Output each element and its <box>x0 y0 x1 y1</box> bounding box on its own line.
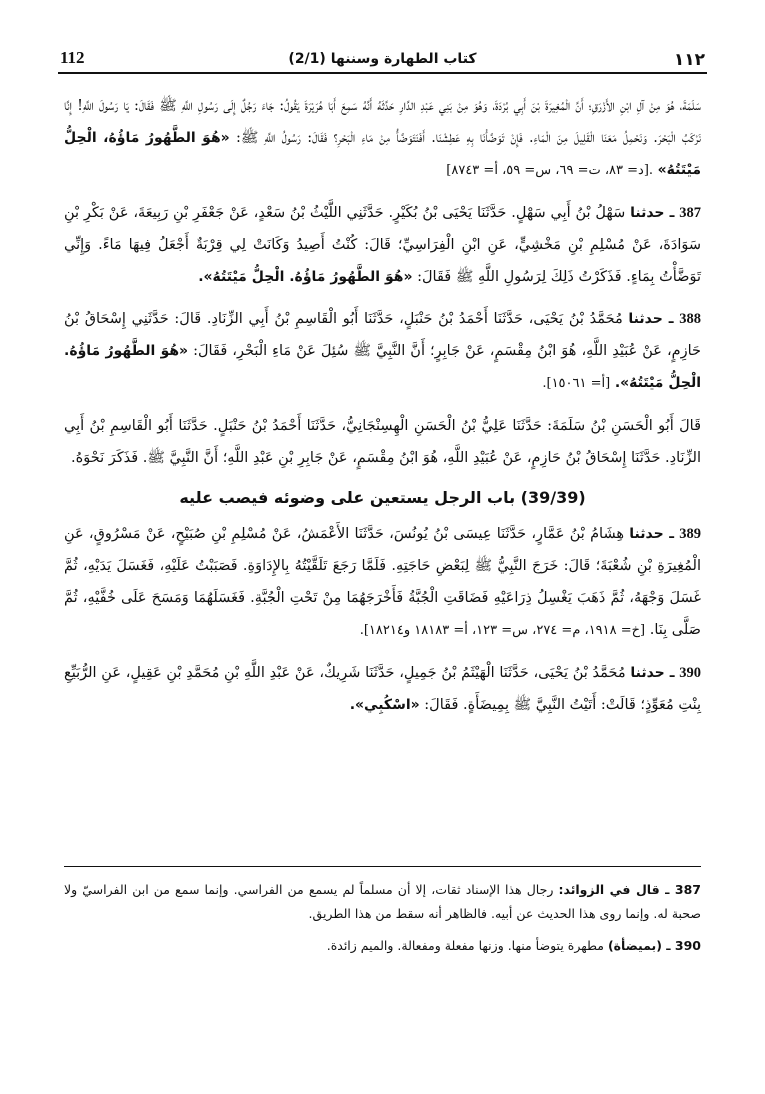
hadith-390 <box>64 657 701 721</box>
hadith-quote: «هُوَ الطَّهُورُ مَاؤُهُ، الْحِلُّ مَيْتَتُهُ» <box>64 130 701 178</box>
hadith-number: 388 <box>679 311 701 327</box>
hadith-389 <box>64 518 701 647</box>
hadith-number: 390 <box>679 665 701 681</box>
hadith-reference: [خ= ١٩١٨، م= ٢٧٤، س= ١٢٣، أ= ١٨١٨٣ و١٨٢١٤]. <box>359 623 646 638</box>
hadith-text: هِشَامُ بْنُ عَمَّارٍ، حَدَّثَنَا عِيسَى بْنُ يُونُسَ، حَدَّثَنَا الأَعْمَشُ، عَنْ مُسْلِمِ بْنِ صُبَيْحٍ، عَنْ مَسْرُوقٍ، عَنِ الْمُغِيرَةِ بْنِ شُعْبَةَ؛ قَالَ: خَرَجَ النَّبِيُّ ﷺ لِبَعْضِ حَاجَتِهِ. فَلَمَّا رَجَعَ تَلَقَّيْتُهُ بِالإِدَاوَةِ. فَصَبَبْتُ عَلَيْهِ، فَغَسَلَ يَدَيْهِ، ثُمَّ غَسَلَ وَجْهَهُ، ثُمَّ ذَهَبَ يَغْسِلُ ذِرَاعَيْهِ فَضَاقَتِ الْجُبَّةُ فَأَخْرَجَهُمَا مِنْ تَحْتِ الْجُبَّةِ. فَغَسَلَهُمَا وَمَسَحَ عَلَى خُفَّيْهِ، ثُمَّ صَلَّى بِنَا. <box>64 526 701 638</box>
page-number-latin: 112 <box>60 48 85 67</box>
hadith-text: سَلَمَةَ، هُوَ مِنْ آلِ ابْنِ الأَزْرَقِ؛ أَنَّ الْمُغِيرَةَ بْنَ أَبِي بُرْدَةَ، وَهُوَ مِنْ بَنِي عَبْدِ الدَّارِ حَدَّثَهُ أَنَّهُ سَمِعَ أَبَا هُرَيْرَةَ يَقُولُ: جَاءَ رَجُلٌ إِلَى رَسُولِ اللَّهِ ﷺ فَقَالَ: يَا رَسُولَ اللَّهِ! إِنَّا نَرْكَبُ الْبَحْرَ. وَنَحْمِلُ مَعَنَا الْقَلِيلَ مِنَ الْمَاءِ. فَإِنْ تَوَضَّأْنَا بِهِ عَطِشْنَا. أَفَنَتَوَضَّأُ مِنْ مَاءِ الْبَحْرِ؟ فَقَالَ: رَسُولُ اللَّهِ ﷺ: <box>64 98 701 146</box>
footnote-text: رجال هذا الإسناد ثقات، إلا أن مسلماً لم يسمع من الفراسي. وإنما سمع من ابن الفراسيّ ولا صحبة له. وإنما روى هذا الحديث عن أبيه. فالظاهر أنه سقط من هذا الطريق. <box>64 882 701 921</box>
sanad-text: قَالَ أَبُو الْحَسَنِ بْنُ سَلَمَةَ: حَدَّثَنَا عَلِيُّ بْنُ الْحَسَنِ الْهِسِنْجَانِيُّ، حَدَّثَنَا أَحْمَدُ بْنُ حَنْبَلٍ. حَدَّثَنَا أَبُو الْقَاسِمِ بْنُ أَبِي الزِّنَادِ. حَدَّثَنَا إِسْحَاقُ بْنُ حَازِمٍ، عَنْ عُبَيْدِ اللَّهِ، هُوَ ابْنُ مِقْسَمٍ، عَنْ جَابِرِ بْنِ عَبْدِ اللَّهِ؛ أَنَّ النَّبِيَّ ﷺ. فَذَكَرَ نَحْوَهُ. <box>64 418 701 466</box>
footnote-387 <box>64 878 701 926</box>
hadith-reference: [أ= ١٥٠٦١]. <box>542 376 611 391</box>
page-number-arabic: ١١٢ <box>673 50 705 70</box>
hadith-text: مُحَمَّدُ بْنُ يَحْيَى، حَدَّثَنَا الْهَيْثَمُ بْنُ جَمِيلٍ، حَدَّثَنَا شَرِيكٌ، عَنْ عَبْدِ اللَّهِ بْنِ مُحَمَّدِ بْنِ عَقِيلٍ، عَنِ الرُّبَيِّعِ بِنْتِ مُعَوِّذٍ؛ قَالَتْ: أَتَيْتُ النَّبِيَّ ﷺ بِمِيضَأَةٍ. فَقَالَ: <box>64 665 701 713</box>
footnote-390 <box>64 934 701 958</box>
hadith-opener: ـ حدثنا <box>630 665 675 681</box>
hadith-quote: «هُوَ الطَّهُورُ مَاؤُهُ. الْحِلُّ مَيْتَتُهُ». <box>64 343 701 391</box>
hadith-text: سَهْلُ بْنُ أَبِي سَهْلٍ. حَدَّثَنَا يَحْيَى بْنُ بُكَيْرٍ. حَدَّثَنِي اللَّيْثُ بْنُ سَعْدٍ، عَنْ جَعْفَرِ بْنِ رَبِيعَةَ، عَنْ بَكْرِ بْنِ سَوَادَةَ، عَنْ مُسْلِمِ بْنِ مَخْشِيٍّ، عَنِ ابْنِ الْفِرَاسِيِّ؛ قَالَ: كُنْتُ أَصِيدُ وَكَانَتْ لِي قِرْبَةٌ أَجْعَلُ فِيهَا مَاءً. وَإِنِّي تَوَضَّأْتُ بِمَاءٍ. فَذَكَرْتُ ذَلِكَ لِرَسُولِ اللَّهِ ﷺ فَقَالَ: <box>64 205 701 285</box>
hadith-opener: ـ حدثنا <box>629 526 674 542</box>
hadith-388 <box>64 303 701 400</box>
footnotes <box>64 878 701 966</box>
sanad-note <box>64 410 701 474</box>
hadith-387 <box>64 197 701 293</box>
running-header <box>58 42 707 74</box>
main-text <box>64 90 701 731</box>
footnote-divider <box>64 866 701 867</box>
chapter-title: (39/39) باب الرجل يستعين على وضوئه فيصب عليه <box>179 488 586 507</box>
hadith-quote: «هُوَ الطَّهُورُ مَاؤُهُ. الْحِلُّ مَيْتَتُهُ». <box>198 269 413 285</box>
hadith-opener: ـ حدثنا <box>630 205 675 221</box>
hadith-continuation <box>64 90 701 187</box>
footnote-text: مطهرة يتوضأ منها. وزنها مفعلة ومفعالة. والميم زائدة. <box>326 938 604 953</box>
footnote-label: 387 ـ قال في الزوائد: <box>558 882 701 897</box>
hadith-text: مُحَمَّدُ بْنُ يَحْيَى، حَدَّثَنَا أَحْمَدُ بْنُ حَنْبَلٍ، حَدَّثَنَا أَبُو الْقَاسِمِ بْنُ أَبِي الزِّنَادِ. قَالَ: حَدَّثَنِي إِسْحَاقُ بْنُ حَازِمٍ، عَنْ عُبَيْدِ اللَّهِ، هُوَ ابْنُ مِقْسَمٍ، عَنْ جَابِرٍ؛ أَنَّ النَّبِيَّ ﷺ سُئِلَ عَنْ مَاءِ الْبَحْرِ، فَقَالَ: <box>64 311 702 359</box>
hadith-opener: ـ حدثنا <box>628 311 674 327</box>
hadith-quote: «اسْكُبِي». <box>349 697 420 713</box>
hadith-number: 389 <box>679 526 701 542</box>
hadith-reference: .[د= ٨٣، ت= ٦٩، س= ٥٩، أ= ٨٧٤٣] <box>446 163 654 178</box>
hadith-number: 387 <box>679 205 702 221</box>
running-title: (2/1) كتاب الطهارة وسننها <box>288 51 477 67</box>
footnote-label: 390 ـ (بميضأة) <box>607 938 701 953</box>
